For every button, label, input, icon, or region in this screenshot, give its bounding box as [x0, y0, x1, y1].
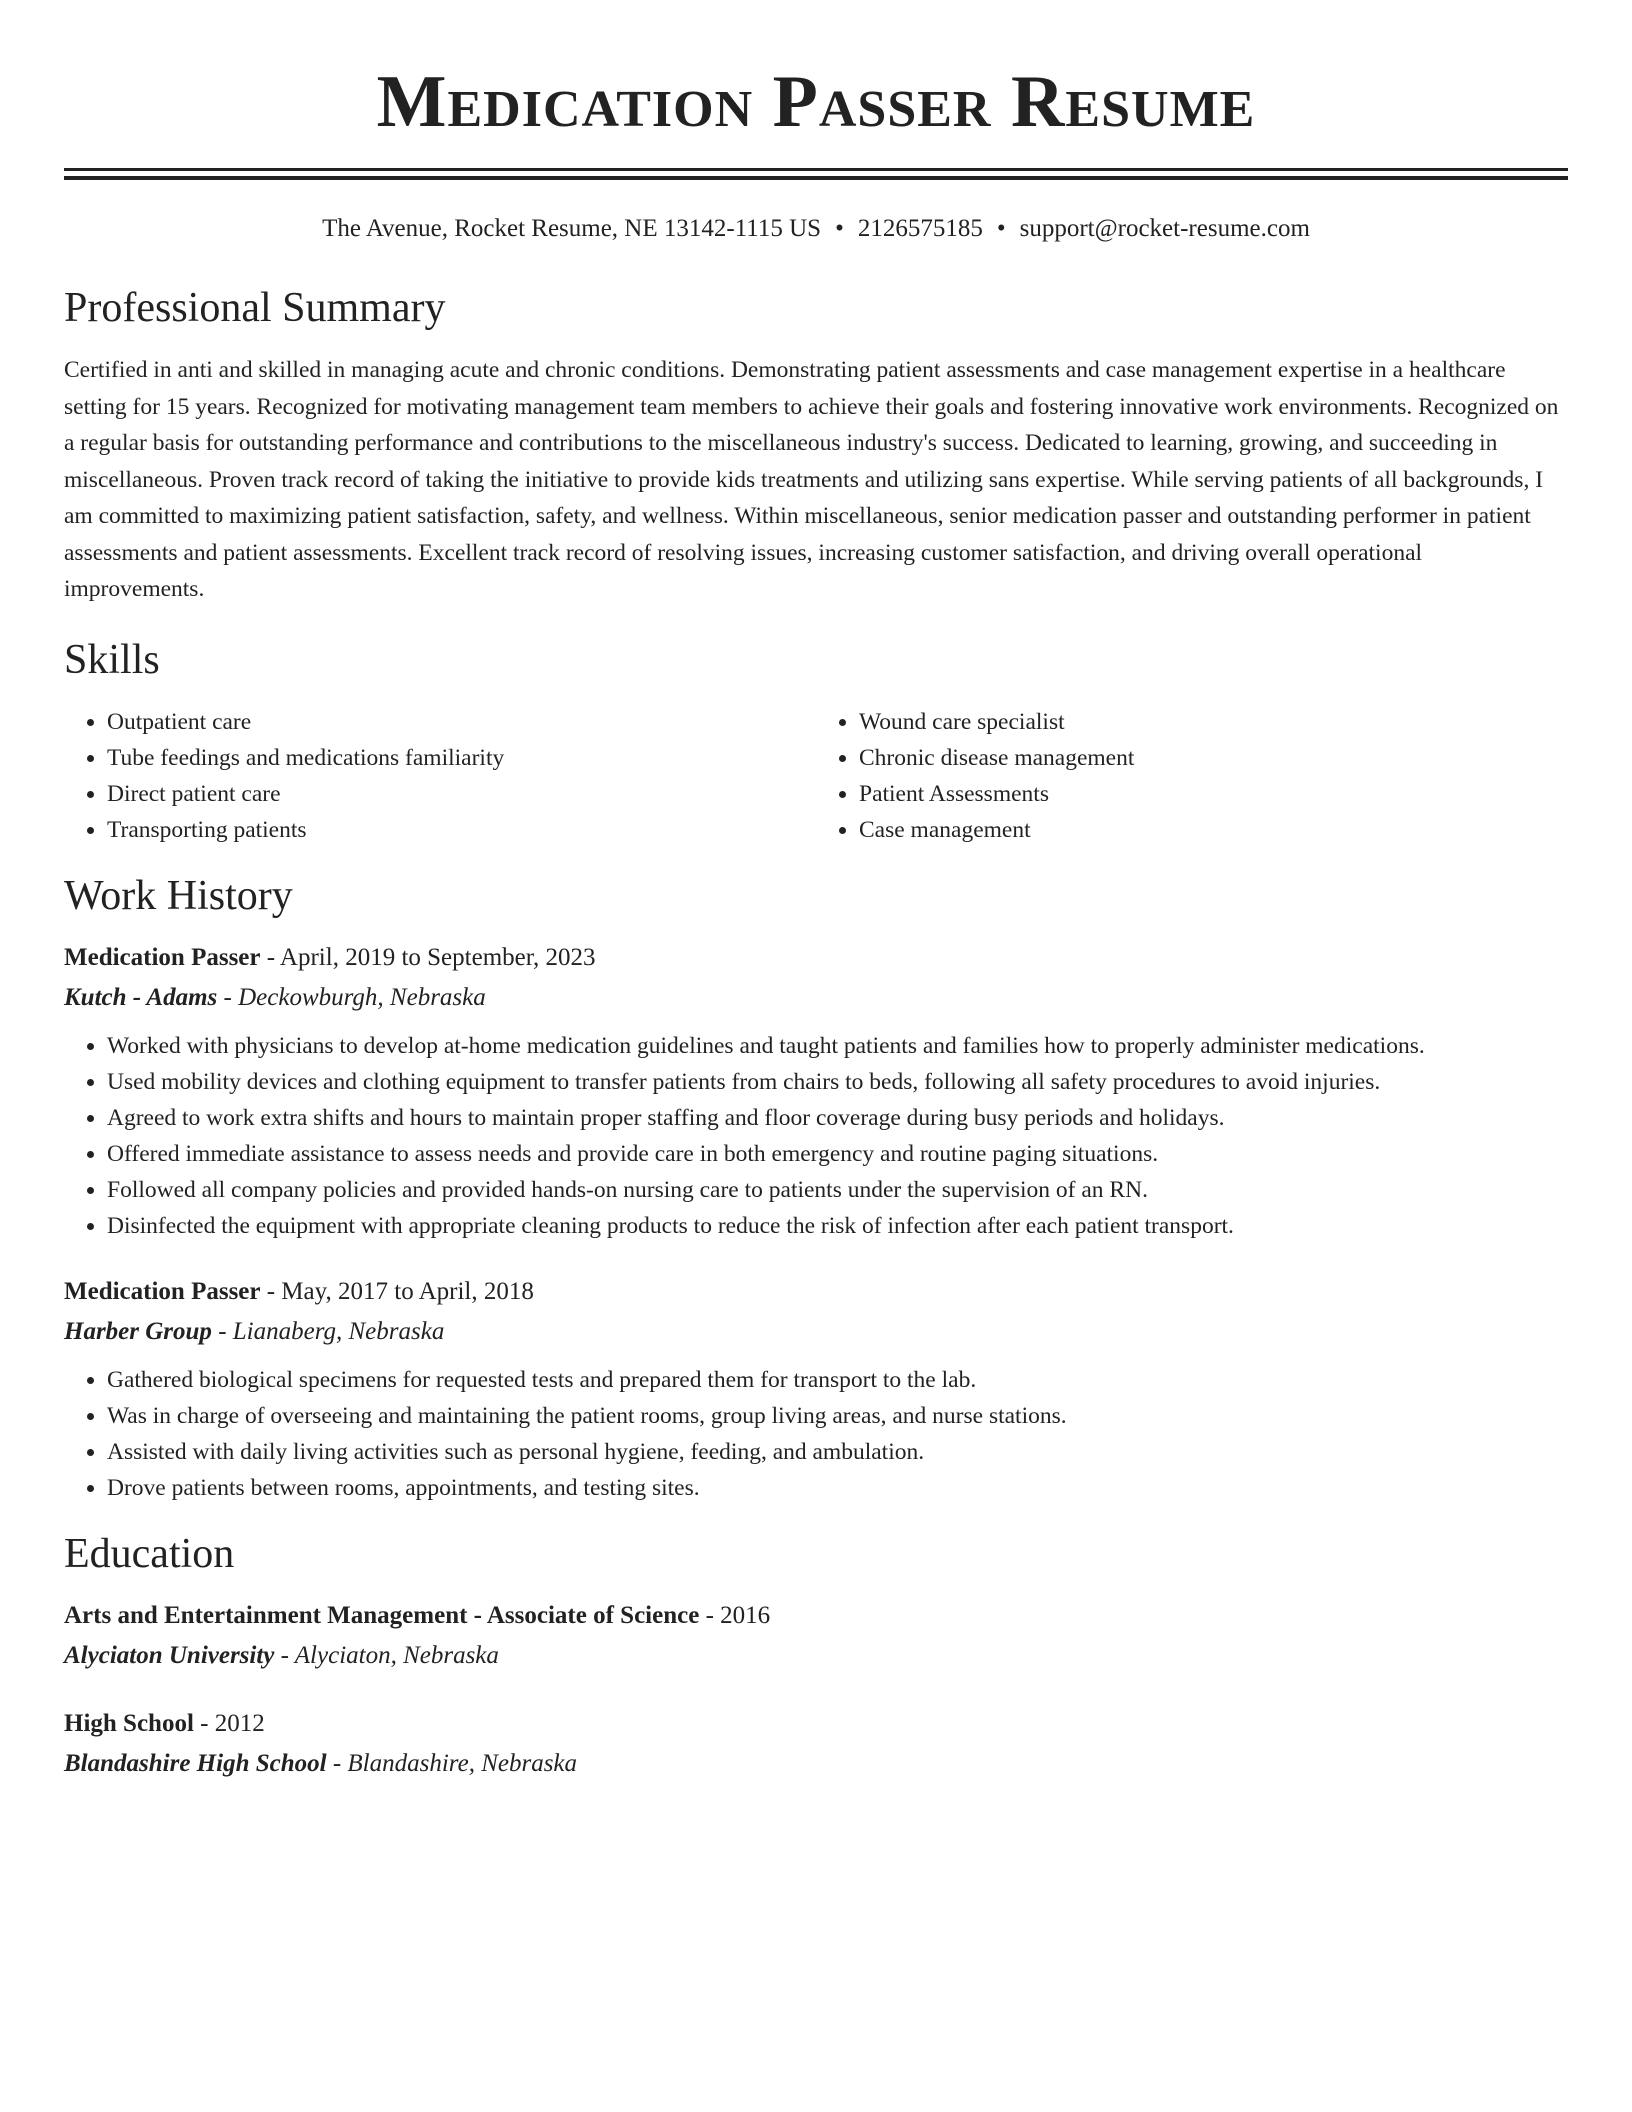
graduation-year: - 2012: [193, 1709, 265, 1737]
job-bullet: • Drove patients between rooms, appointments, and testing sites.: [107, 1470, 1568, 1506]
skill-item: • Chronic disease management: [859, 740, 1568, 776]
summary-text: Certified in anti and skilled in managing acute and chronic conditions. Demonstrating patient assessments and case management expertise in a healthcare setting for 15 years. Recognized for motivating management team members to achieve their goals and fostering innovative work environments. Recognized on a regular basis for outstanding performance and contributions to the miscellaneous industry's success. Dedicated to learning, growing, and succeeding in miscellaneous. Proven track record of taking the initiative to provide kids treatments and utilizing sans expertise. While serving patients of all backgrounds, I am committed to maximizing patient satisfaction, safety, and wellness. Within miscellaneous, senior medication passer and outstanding performer in patient assessments and patient assessments. Excellent track record of resolving issues, increasing customer satisfaction, and driving overall operational improvements.: [64, 357, 1559, 602]
job-dates: - May, 2017 to April, 2018: [260, 1277, 534, 1305]
job-title-line: [64, 1272, 1568, 1312]
job-entry: [64, 938, 1568, 1244]
company-name: Kutch - Adams: [64, 983, 218, 1011]
skills-list: [64, 704, 1568, 848]
skill-item: • Direct patient care: [107, 776, 816, 812]
company-location: - Deckowburgh, Nebraska: [217, 983, 486, 1011]
company-line: [64, 978, 1568, 1018]
school-location: - Alyciaton, Nebraska: [274, 1641, 499, 1669]
education-heading: Education: [64, 1530, 235, 1577]
company-location: - Lianaberg, Nebraska: [211, 1317, 445, 1345]
school-line: [64, 1744, 1568, 1784]
skills-heading: Skills: [64, 636, 160, 683]
job-dates: - April, 2019 to September, 2023: [260, 943, 596, 971]
skill-item: • Wound care specialist: [859, 704, 1568, 740]
job-entry: [64, 1272, 1568, 1506]
skills-column-right: [816, 704, 1568, 848]
job-bullet: • Assisted with daily living activities such as personal hygiene, feeding, and ambulation.: [107, 1434, 1568, 1470]
job-bullets: [64, 1362, 1568, 1506]
contact-email: support@rocket-resume.com: [1019, 215, 1310, 242]
job-bullet: • Followed all company policies and provided hands-on nursing care to patients under the supervision of an RN.: [107, 1172, 1568, 1208]
contact-line: [64, 212, 1568, 246]
job-bullet: • Disinfected the equipment with appropriate cleaning products to reduce the risk of infection after each patient transport.: [107, 1208, 1568, 1244]
school-location: - Blandashire, Nebraska: [326, 1749, 578, 1777]
education-entry: [64, 1596, 1568, 1676]
company-name: Harber Group: [64, 1317, 212, 1345]
job-title-line: [64, 938, 1568, 978]
job-bullet: • Gathered biological specimens for requested tests and prepared them for transport to the lab.: [107, 1362, 1568, 1398]
skill-item: • Case management: [859, 812, 1568, 848]
job-title: Medication Passer: [64, 943, 261, 971]
title-double-rule: [64, 168, 1568, 180]
company-line: [64, 1312, 1568, 1352]
job-bullets: [64, 1028, 1568, 1244]
contact-address: The Avenue, Rocket Resume, NE 13142-1115 US: [322, 215, 822, 242]
skill-item: • Outpatient care: [107, 704, 816, 740]
school-name: Alyciaton University: [64, 1641, 275, 1669]
skills-column-left: [64, 704, 816, 848]
job-title: Medication Passer: [64, 1277, 261, 1305]
school-line: [64, 1636, 1568, 1676]
job-bullet: • Offered immediate assistance to assess needs and provide care in both emergency and routine paging situations.: [107, 1136, 1568, 1172]
summary-heading: Professional Summary: [64, 285, 446, 331]
job-bullet: • Worked with physicians to develop at-home medication guidelines and taught patients and families how to properly administer medications.: [107, 1028, 1568, 1064]
graduation-year: - 2016: [699, 1601, 771, 1629]
contact-separator: •: [996, 215, 1006, 242]
work-history-heading: Work History: [64, 872, 293, 919]
degree-line: [64, 1704, 1568, 1744]
contact-phone: 2126575185: [857, 215, 983, 242]
contact-separator: •: [835, 215, 844, 242]
degree-name: High School: [64, 1709, 194, 1737]
resume-title: Medication Passer Resume: [376, 61, 1256, 143]
education-entry: [64, 1704, 1568, 1784]
school-name: Blandashire High School: [64, 1749, 327, 1777]
skill-item: • Patient Assessments: [859, 776, 1568, 812]
job-bullet: • Was in charge of overseeing and maintaining the patient rooms, group living areas, and nurse stations.: [107, 1398, 1568, 1434]
job-bullet: • Used mobility devices and clothing equipment to transfer patients from chairs to beds, following all safety procedures to avoid injuries.: [107, 1064, 1568, 1100]
degree-name: Arts and Entertainment Management - Associate of Science: [64, 1601, 700, 1629]
job-bullet: • Agreed to work extra shifts and hours to maintain proper staffing and floor coverage during busy periods and holidays.: [107, 1100, 1568, 1136]
skill-item: • Tube feedings and medications familiarity: [107, 740, 816, 776]
skill-item: • Transporting patients: [107, 812, 816, 848]
degree-line: [64, 1596, 1568, 1636]
